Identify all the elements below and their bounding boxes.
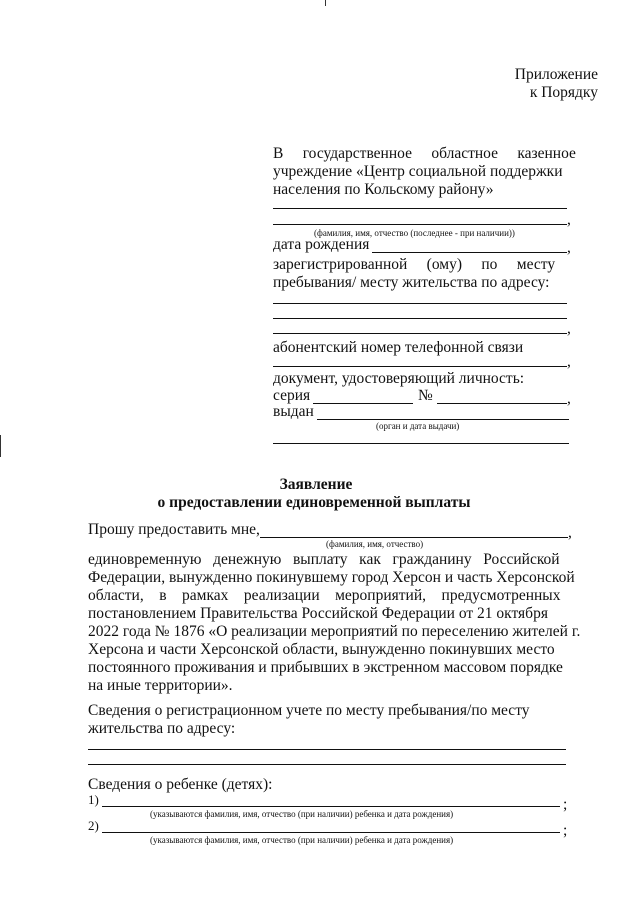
appendix-label: Приложение (514, 66, 598, 83)
child-2-number: 2) (88, 818, 99, 833)
appendix-subtitle: к Порядку (529, 84, 598, 101)
series-field[interactable] (313, 403, 413, 404)
birth-date-comma: , (567, 239, 571, 256)
paragraph-line-5: 2022 года № 1876 «О реализации мероприятий по переселению жителей г. (88, 623, 581, 640)
paragraph-line-8: на иные территории». (88, 677, 233, 694)
fio-field-line-1[interactable] (273, 208, 567, 209)
paragraph-line-4: постановлением Правительства Российской Федерации от 21 октября (88, 605, 548, 622)
paragraph-line-3: области, в рамках реализации мероприятий, предусмотренных (88, 587, 561, 604)
child-2-semicolon: ; (563, 822, 568, 839)
document-title: Заявление (279, 476, 353, 493)
phone-label: абонентский номер телефонной связи (273, 339, 524, 356)
birth-date-label: дата рождения (273, 236, 370, 253)
paragraph-line-2: Федерации, вынужденно покинувшему город Херсон и часть Херсонской (88, 569, 575, 586)
registered-label-2: пребывания/ месту жительства по адресу: (273, 274, 550, 291)
issued-field-line-2[interactable] (273, 443, 569, 444)
number-comma: , (567, 390, 571, 407)
child-1-field[interactable] (102, 806, 560, 807)
document-label: документ, удостоверяющий личность: (273, 370, 525, 387)
fio-field-line-2[interactable] (273, 224, 567, 225)
registered-label-1: зарегистрированной (ому) по месту (273, 256, 556, 273)
request-name-field[interactable] (260, 537, 568, 538)
scan-mark-top (325, 0, 326, 6)
registration-field-line-1[interactable] (88, 749, 566, 750)
request-hint: (фамилия, имя, отчество) (326, 539, 424, 549)
fio-hint: (фамилия, имя, отчество (последнее - при наличии)) (314, 228, 515, 238)
registration-label-1: Сведения о регистрационном учете по месту пребывания/по месту (88, 702, 530, 719)
scan-mark-left (0, 435, 1, 457)
issued-field-line-1[interactable] (317, 419, 569, 420)
addressee-line-1: В государственное областное казенное (273, 145, 576, 162)
address-comma: , (567, 320, 571, 337)
number-label: № (418, 387, 433, 404)
phone-field[interactable] (273, 366, 567, 367)
issued-hint: (орган и дата выдачи) (376, 421, 460, 431)
address-field-line-1[interactable] (273, 303, 567, 304)
fio-comma: , (567, 211, 571, 228)
child-1-hint: (указываются фамилия, имя, отчество (при наличии) ребенка и дата рождения) (150, 809, 454, 819)
paragraph-line-6: Херсона и части Херсонской области, вынужденно покинувших место (88, 641, 555, 658)
children-label: Сведения о ребенке (детях): (88, 776, 273, 793)
addressee-line-2: учреждение «Центр социальной поддержки (273, 163, 563, 180)
series-label: серия (273, 387, 311, 404)
issued-label: выдан (273, 403, 314, 420)
child-1-semicolon: ; (563, 796, 568, 813)
addressee-line-3: населения по Кольскому району» (273, 181, 494, 198)
paragraph-line-7: постоянного проживания и прибывших в экстренном массовом порядке (88, 659, 563, 676)
child-1-number: 1) (88, 792, 99, 807)
registration-label-2: жительства по адресу: (88, 720, 236, 737)
phone-comma: , (567, 353, 571, 370)
paragraph-line-1: единовременную денежную выплату как гражданину Российской (88, 551, 560, 568)
number-field[interactable] (437, 403, 567, 404)
child-2-hint: (указываются фамилия, имя, отчество (при наличии) ребенка и дата рождения) (150, 835, 454, 845)
child-2-field[interactable] (102, 832, 560, 833)
address-field-line-2[interactable] (273, 318, 567, 319)
request-label: Прошу предоставить мне, (88, 521, 260, 538)
address-field-line-3[interactable] (273, 333, 567, 334)
request-comma: , (568, 524, 572, 541)
registration-field-line-2[interactable] (88, 764, 566, 765)
document-subtitle: о предоставлении единовременной выплаты (157, 494, 471, 511)
birth-date-field[interactable] (372, 252, 567, 253)
